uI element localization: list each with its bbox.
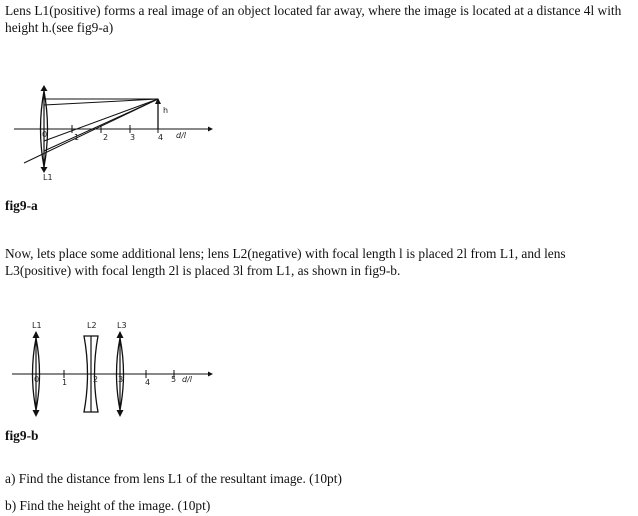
axis-arrow <box>208 127 213 132</box>
setup-text: Now, lets place some additional lens; lens L2(negative) with focal length l is placed 2l from L1, and lens L3(positive) with focal length 2l is placed 3l from L1, as shown in fig9-b. <box>5 246 566 278</box>
axis-label: d/l <box>182 375 192 384</box>
axis-arrow <box>208 372 213 377</box>
tick-label-4: 4 <box>145 378 151 387</box>
tick-label-3: 3 <box>130 133 136 142</box>
tick-label-3: 3 <box>118 375 124 384</box>
lens-label-l1: L1 <box>32 321 42 330</box>
fig9b-diagram <box>0 318 220 418</box>
question-b: b) Find the height of the image. (10pt) <box>5 498 211 513</box>
ray-2 <box>44 99 158 105</box>
tick-label-2: 2 <box>93 375 99 384</box>
tick-label-5: 5 <box>171 375 177 384</box>
axis-label: d/l <box>176 131 186 140</box>
height-label: h <box>163 106 169 115</box>
tick-label-0: 0 <box>42 130 48 139</box>
fig9b-caption: fig9-b <box>5 428 39 443</box>
lens-label-l2: L2 <box>87 321 97 330</box>
tick-label-2: 2 <box>103 133 109 142</box>
question-a: a) Find the distance from lens L1 of the resultant image. (10pt) <box>5 471 342 486</box>
ray-4 <box>44 99 158 141</box>
lens-label-l3: L3 <box>117 321 127 330</box>
intro-text: Lens L1(positive) forms a real image of an object located far away, where the image is located at a distance 4l with height h.(see fig9-a) <box>5 3 622 35</box>
tick-label-4: 4 <box>158 133 164 142</box>
fig9a-caption: fig9-a <box>5 198 38 213</box>
fig9a-diagram <box>0 85 220 185</box>
tick-label-0: 0 <box>34 375 40 384</box>
tick-label-1: 1 <box>74 133 80 142</box>
lens-label-l1: L1 <box>43 173 53 182</box>
tick-label-1: 1 <box>62 378 68 387</box>
